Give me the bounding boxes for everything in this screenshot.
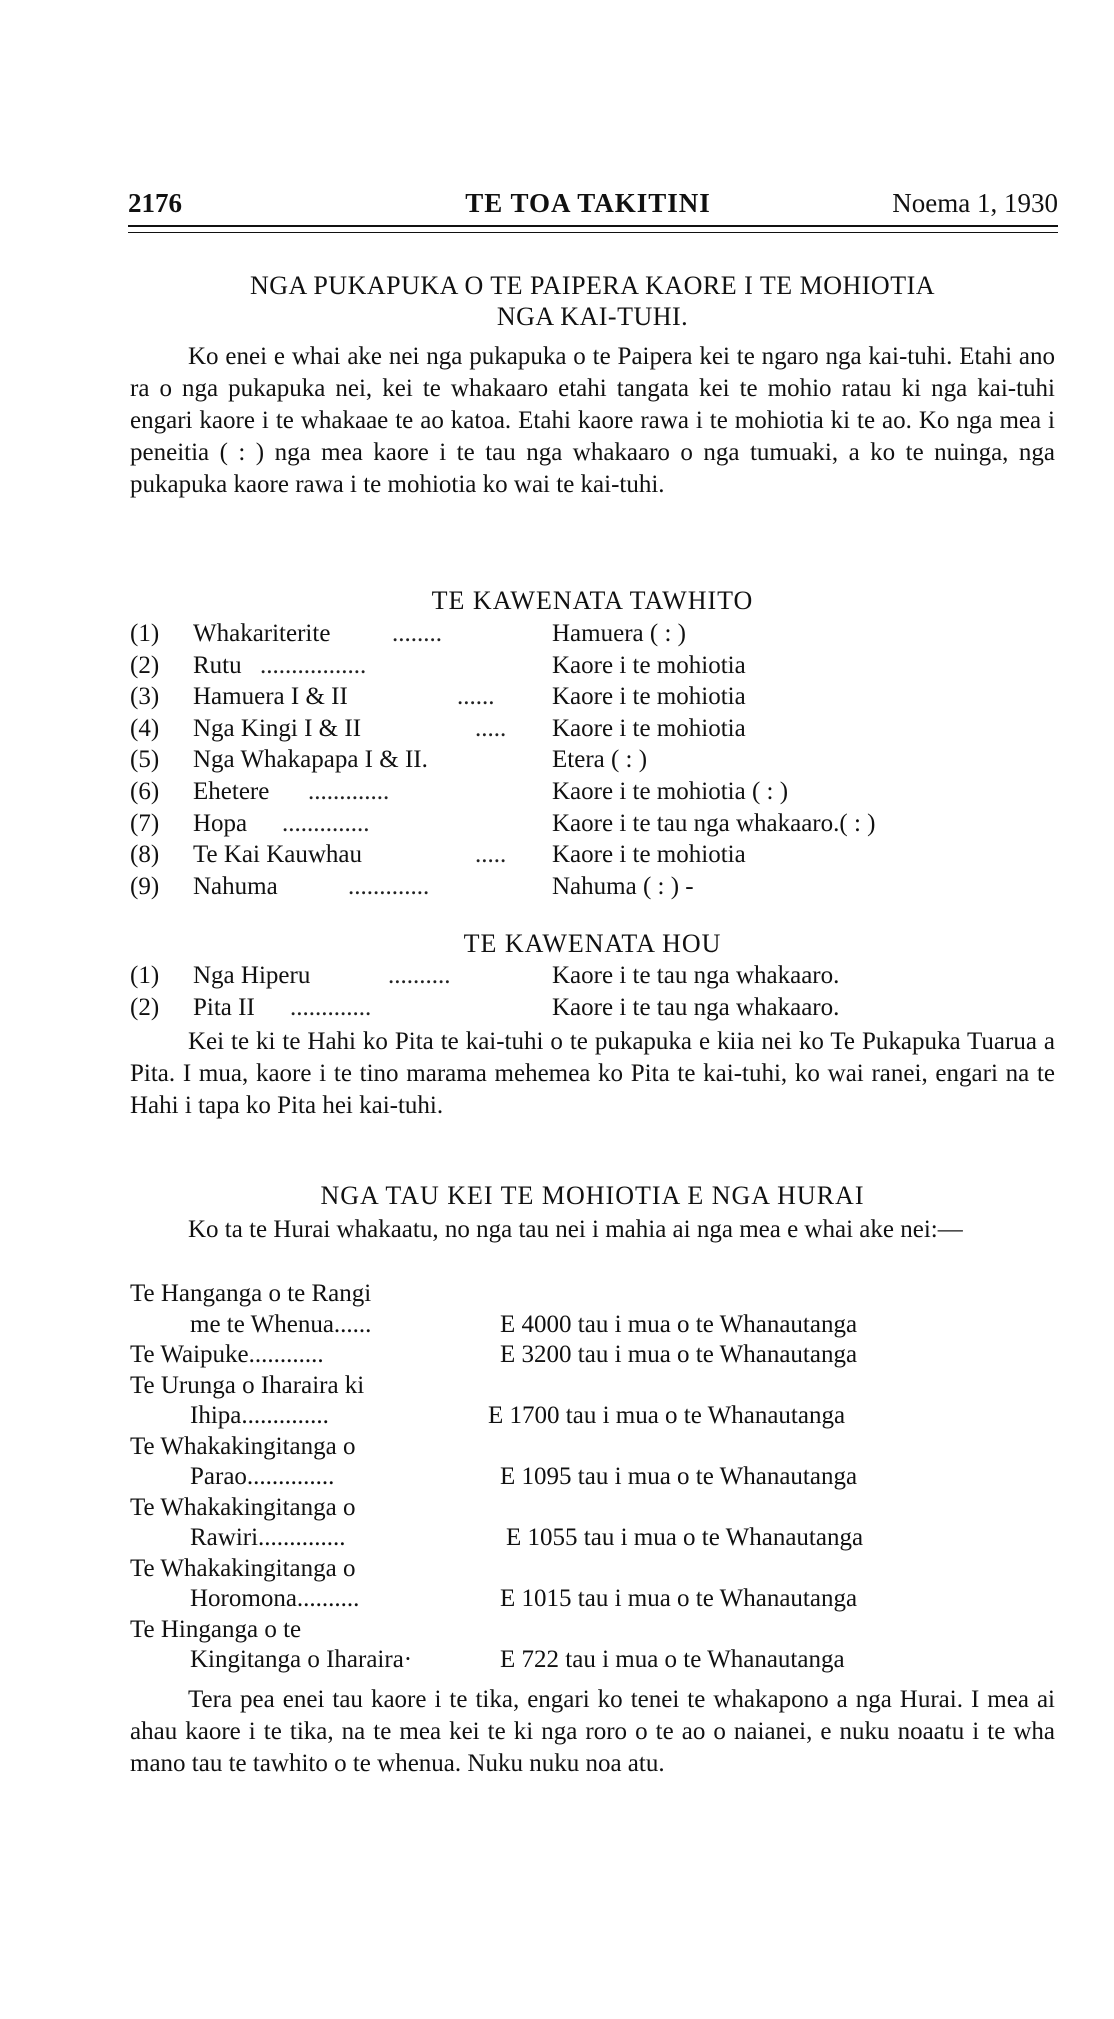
book-name: Hamuera I & II [193,683,348,711]
event-label: Horomona.......... [190,1585,360,1612]
table-row [130,1311,1060,1342]
author-value: Hamuera ( : ) [552,620,686,647]
item-number: (1) [130,962,160,989]
event-label: Te Hanganga o te Rangi [130,1280,372,1307]
item-number: (5) [130,746,160,774]
item-number: (3) [130,683,160,711]
section-heading [130,270,1055,332]
leader-dots: ..... [475,714,507,742]
new-testament-list [130,962,1060,1025]
book-name: Nahuma [193,872,278,900]
issue-date: Noema 1, 1930 [892,188,1058,218]
event-label: me te Whenua...... [190,1310,372,1338]
book-name: Nga Whakapapa I & II. [193,746,428,774]
old-testament-list [130,620,1060,904]
author-value: Kaore i te tau nga whakaaro.( : ) [552,809,876,837]
table-row [130,1280,1060,1311]
event-date: E 3200 tau i mua o te Whanautanga [500,1341,858,1368]
event-label: Te Urunga o Iharaira ki [130,1371,365,1399]
author-value: Kaore i te tau nga whakaaro. [552,993,840,1021]
chronology-intro: Ko ta te Hurai whakaatu, no nga tau nei i mahia ai nga mea e whai ake nei:— [188,1216,963,1243]
event-date: E 722 tau i mua o te Whanautanga [500,1646,845,1673]
book-name: Nga Kingi I & II [193,714,362,742]
running-header [128,188,1058,222]
header-rule-thick [128,225,1058,227]
table-row [130,1555,1060,1586]
section-heading-line-1: NGA PUKAPUKA O TE PAIPERA KAORE I TE MOHIOTIA [249,271,936,300]
item-number: (4) [130,714,160,742]
leader-dots: .......... [388,962,451,989]
leader-dots: ...... [457,683,495,711]
event-label: Te Waipuke............ [130,1341,324,1368]
list-item [130,810,1060,842]
leader-dots: ............. [290,993,372,1021]
table-row [130,1646,1060,1677]
list-item [130,715,1060,747]
list-item [130,873,1060,905]
event-label: Te Whakakingitanga o [130,1493,356,1521]
table-row [130,1463,1060,1494]
author-value: Nahuma ( : ) - [552,872,694,900]
item-number: (8) [130,841,160,869]
author-value: Kaore i te mohiotia [552,683,746,711]
list-item [130,746,1060,778]
event-date: E 1095 tau i mua o te Whanautanga [500,1463,858,1490]
leader-dots: ..... [475,841,507,869]
item-number: (2) [130,651,160,679]
book-name: Whakariterite [193,620,331,647]
author-value: Kaore i te tau nga whakaaro. [552,962,840,989]
list-item [130,683,1060,715]
event-label: Kingitanga o Iharaira· [190,1646,413,1673]
new-testament-heading: TE KAWENATA HOU [463,929,722,958]
header-rule-thin [128,232,1058,233]
event-label: Ihipa.............. [190,1402,329,1429]
page-number: 2176 [128,188,182,218]
book-name: Hopa [193,809,248,837]
event-date: E 4000 tau i mua o te Whanautanga [500,1310,858,1338]
item-number: (6) [130,777,160,805]
event-label: Parao.............. [190,1463,335,1490]
chronology-table [130,1280,1060,1677]
table-row [130,1616,1060,1647]
peter-paragraph: Kei te ki te Hahi ko Pita te kai-tuhi o te pukapuka e kiia nei ko Te Pukapuka Tuarua a Pita. I mua, kaore i te tino marama mehemea ko Pita te kai-tuhi, ko wai ranei, engari na te Hahi i tapa ko Pita hei kai-tuhi. [130,1028,1055,1119]
event-date: E 1055 tau i mua o te Whanautanga [506,1524,864,1551]
event-date: E 1700 tau i mua o te Whanautanga [488,1402,846,1429]
leader-dots: ............. [348,872,430,900]
author-value: Kaore i te mohiotia [552,841,746,869]
author-value: Kaore i te mohiotia [552,651,746,679]
leader-dots: .............. [282,809,370,837]
table-row [130,1402,1060,1433]
table-row [130,1585,1060,1616]
leader-dots: ........ [392,620,442,647]
author-value: Kaore i te mohiotia [552,714,746,742]
item-number: (1) [130,620,160,647]
table-row [130,1524,1060,1555]
intro-paragraph: Ko enei e whai ake nei nga pukapuka o te Paipera kei te ngaro nga kai-tuhi. Etahi ano ra o nga pukapuka nei, kei te whakaaro etahi tangata kei te mohio ratau ki nga kai-tuhi engari kaore i te whakaae te ao katoa. Etahi kaore rawa i te mohiotia ki te ao. Ko nga mea i peneitia ( : ) nga mea kaore i te tau nga whakaaro o nga tumuaki, a ko te nuinga, nga pukapuka kaore rawa i te mohiotia ko wai te kai-tuhi. [130,343,1055,498]
book-name: Ehetere [193,777,270,805]
event-label: Te Hinganga o te [130,1615,302,1643]
table-row [130,1433,1060,1464]
book-name: Rutu [193,651,242,679]
list-item [130,620,1060,652]
item-number: (9) [130,872,160,900]
book-name: Nga Hiperu [193,962,311,989]
event-date: E 1015 tau i mua o te Whanautanga [500,1585,858,1612]
table-row [130,1341,1060,1372]
old-testament-heading: TE KAWENATA TAWHITO [431,586,754,615]
chronology-heading: NGA TAU KEI TE MOHIOTIA E NGA HURAI [320,1181,865,1210]
table-row [130,1372,1060,1403]
section-heading-line-2: NGA KAI-TUHI. [496,302,689,331]
author-value: Etera ( : ) [552,746,648,774]
leader-dots: ............. [308,777,390,805]
book-name: Pita II [193,993,255,1021]
event-label: Te Whakakingitanga o [130,1554,356,1582]
publication-title: TE TOA TAKITINI [465,188,711,218]
list-item [130,841,1060,873]
book-name: Te Kai Kauwhau [193,841,363,869]
list-item [130,652,1060,684]
item-number: (7) [130,809,160,837]
list-item [130,778,1060,810]
event-label: Te Whakakingitanga o [130,1432,356,1460]
event-label: Rawiri.............. [190,1524,346,1551]
table-row [130,1494,1060,1525]
leader-dots: ................. [260,651,367,679]
item-number: (2) [130,993,160,1021]
author-value: Kaore i te mohiotia ( : ) [552,777,789,805]
list-item [130,962,1060,994]
list-item [130,994,1060,1026]
closing-paragraph: Tera pea enei tau kaore i te tika, engari ko tenei te whakapono a nga Hurai. I mea ai ahau kaore i te tika, na te mea kei te ki nga roro o te ao o naianei, e nuku noaatu i te wha mano tau te tawhito o te whenua. Nuku nuku noa atu. [130,1686,1055,1777]
